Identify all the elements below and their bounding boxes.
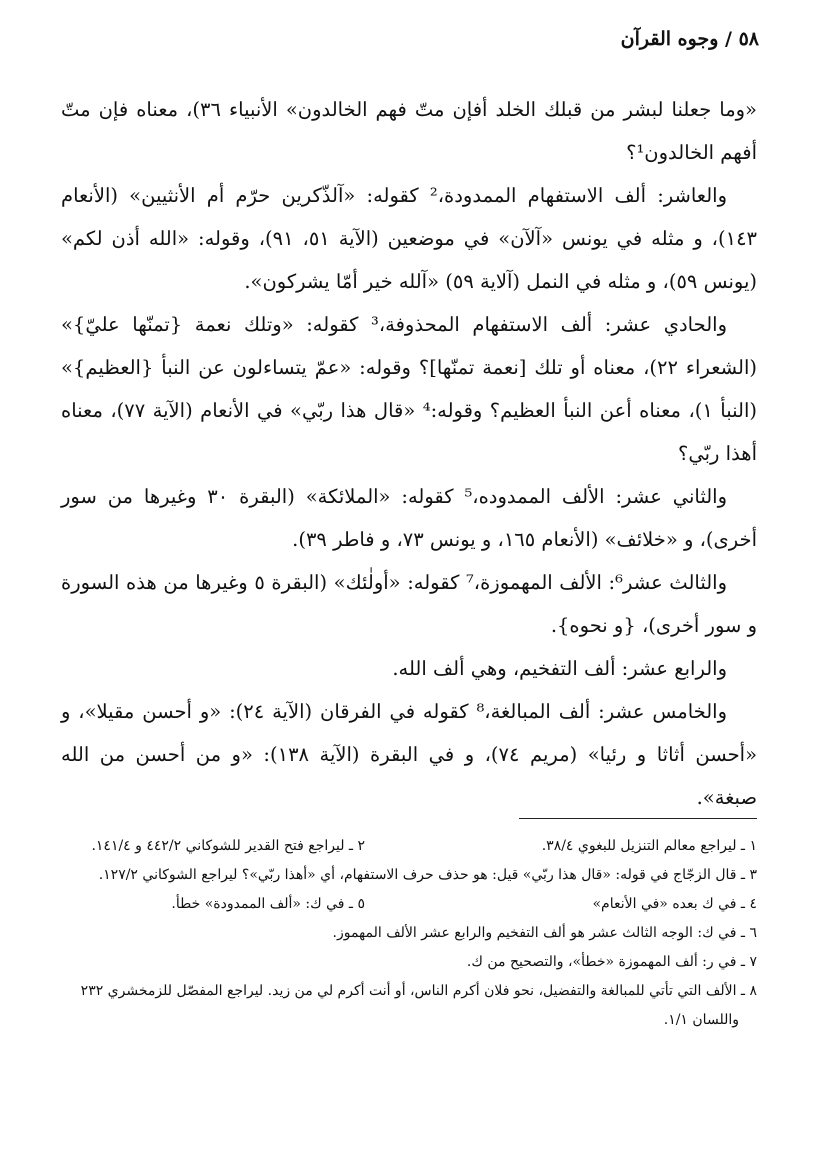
page-number: ٥٨ <box>738 28 759 50</box>
footnote: ٤ ـ في ك بعده «في الأنعام» <box>592 896 757 912</box>
footnote-divider <box>519 818 757 819</box>
paragraph: والخامس عشر: ألف المبالغة،⁸ كقوله في الفرقان (الآية ٢٤): «و أحسن مقيلا»، و «أحسن أثاثا و رئيا» (مريم ٧٤)، و في البقرة (الآية ١٣٨): «و من أحسن من الله صبغة». <box>61 700 758 809</box>
paragraph: والحادي عشر: ألف الاستفهام المحذوفة،³ كقوله: «وتلك نعمة {تمنّها عليّ}» (الشعراء ٢٢)، معناه أو تلك [نعمة تمنّها]؟ وقوله: «عمّ يتساءلون عن النبأ {العظيم}» (النبأ ١)، معناه أعن النبأ العظيم؟ وقوله:⁴ «قال هذا ربّي» في الأنعام (الآية ٧٧)، معناه أهذا ربّي؟ <box>61 313 757 465</box>
footnote: ٣ ـ قال الزجّاج في قوله: «قال هذا ربّي» قيل: هو حذف حرف الاستفهام، أي «أهذا ربّي»؟ ليراجع الشوكاني ١٢٧/٢. <box>98 867 757 883</box>
footnote: ٨ ـ الألف التي تأتي للمبالغة والتفضيل، نحو فلان أكرم الناس، أو أنت أكرم لي من زيد. ليراجع المفصّل للزمخشري ٢٣٢ <box>80 983 757 999</box>
running-title: وجوه القرآن <box>620 28 719 50</box>
main-text <box>61 88 757 819</box>
footnote: ٥ ـ في ك: «ألف الممدودة» خطأ. <box>171 896 365 912</box>
footnote: ٦ ـ في ك: الوجه الثالث عشر هو ألف التفخيم والرابع عشر الألف المهموز. <box>332 925 757 941</box>
footnote: ٢ ـ ليراجع فتح القدير للشوكاني ٤٤٢/٢ و ١٤١/٤. <box>91 838 365 854</box>
paragraph: والعاشر: ألف الاستفهام الممدودة،² كقوله: «آلذّكرين حرّم أم الأنثيين» (الأنعام ١٤٣)، و مثله في يونس «آلآن» في موضعين (الآية ٥١، ٩١)، وقوله: «الله أذن لكم» (يونس ٥٩)، و مثله في النمل (آلاية ٥٩) «آلله خير أمّا يشركون». <box>61 184 758 293</box>
footnote-row <box>61 890 757 919</box>
page-header <box>621 28 759 50</box>
footnote: ١ ـ ليراجع معالم التنزيل للبغوي ٣٨/٤. <box>541 838 757 854</box>
footnote-row <box>61 832 757 861</box>
footnotes <box>61 832 757 1035</box>
footnote-continuation: واللسان ١/١. <box>663 1012 739 1028</box>
footnote: ٧ ـ في ر: ألف المهموزة «خطأ»، والتصحيح من ك. <box>466 954 757 970</box>
paragraph: والثالث عشر⁶: الألف المهموزة،⁷ كقوله: «أولٰئك» (البقرة ٥ وغيرها من هذه السورة و سور أخرى)، {و نحوه}. <box>61 571 757 637</box>
paragraph: والرابع عشر: ألف التفخيم، وهي ألف الله. <box>392 657 727 680</box>
header-separator: / <box>725 28 732 50</box>
paragraph: والثاني عشر: الألف الممدوده،⁵ كقوله: «الملائكة» (البقرة ٣٠ وغيرها من سور أخرى)، و «خلائف» (الأنعام ١٦٥، و يونس ٧٣، و فاطر ٣٩). <box>61 485 757 551</box>
paragraph: «وما جعلنا لبشر من قبلك الخلد أفإن متّ فهم الخالدون» الأنبياء ٣٦)، معناه فإن متّ أفهم الخالدون¹؟ <box>61 98 757 164</box>
